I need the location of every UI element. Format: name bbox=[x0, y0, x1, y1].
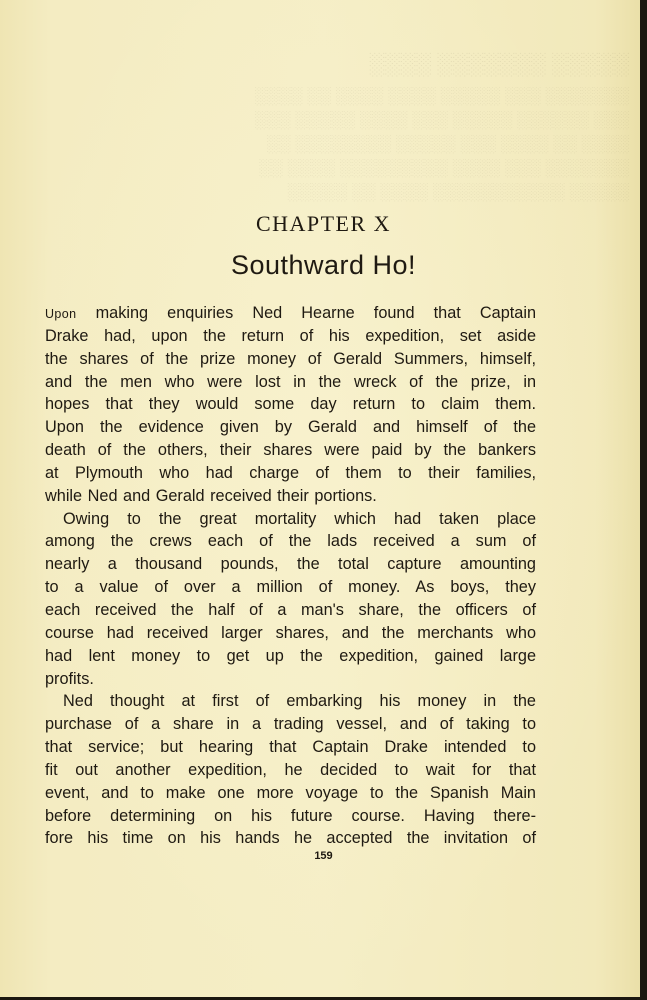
text-line: hopes that they would some day return to claim them. bbox=[45, 395, 536, 414]
chapter-title: Southward Ho! bbox=[230, 250, 417, 280]
text-line: while Ned and Gerald received their portions. bbox=[45, 486, 377, 505]
page-number: 159 bbox=[314, 850, 333, 862]
text-line: event, and to make one more voyage to the Spanish Main bbox=[45, 783, 536, 802]
text-line: purchase of a share in a trading vessel, and of taking to bbox=[45, 715, 536, 734]
text-line: at Plymouth who had charge of them to their families, bbox=[45, 463, 536, 482]
text-line: each received the half of a man's share, the officers of bbox=[45, 600, 536, 619]
text-line: Ned thought at first of embarking his money in the bbox=[63, 692, 536, 711]
text-line: and the men who were lost in the wreck of the prize, in bbox=[45, 372, 536, 391]
text-line: before determining on his future course. Having there- bbox=[45, 806, 536, 825]
text-line: that service; but hearing that Captain Drake intended to bbox=[45, 738, 536, 757]
text-line: nearly a thousand pounds, the total capture amounting bbox=[45, 555, 536, 574]
text-line: death of the others, their shares were paid by the bankers bbox=[45, 441, 536, 460]
bleed-through-text: ░░░░░ ░░░░░░░ ░░░░ ░░░░░░░ ░░░ ░░░░░ ░░░░ ░░░░ ░░ ░░░░ ░░░ ░░░░░░ ░░░░░ ░░░ ░░░░ ░░░░░ ░░░ ░░░░ ░░ ░░░░ ░░░ ░░░░░ ░░░░░░░░ ░░ ░░░░░░░ ░░░ ░░░░ ░░░░░░░░░ ░░░░ ░░ ░░░░░ ░░░░░░░░░░░ ░░░░ ░░ ░░░░░ bbox=[255, 51, 630, 201]
text-line: course had received larger shares, and the merchants who bbox=[45, 623, 536, 642]
text-line: Owing to the great mortality which had taken place bbox=[63, 509, 536, 528]
chapter-heading: CHAPTER X bbox=[255, 211, 392, 236]
text-line: Upon the evidence given by Gerald and himself of the bbox=[45, 418, 536, 437]
body-text bbox=[45, 302, 536, 850]
text-line: fit out another expedition, he decided to wait for that bbox=[45, 760, 536, 779]
text-line: to a value of over a million of money. As boys, they bbox=[45, 578, 536, 597]
text-line: fore his time on his hands he accepted the invitation of bbox=[45, 829, 536, 848]
text-line: the shares of the prize money of Gerald Summers, himself, bbox=[45, 349, 536, 368]
text-line: profits. bbox=[45, 669, 94, 688]
text-line: had lent money to get up the expedition, gained large bbox=[45, 646, 536, 665]
dropcap-word: Upon bbox=[45, 307, 77, 321]
text-line: among the crews each of the lads received a sum of bbox=[45, 532, 536, 551]
text-line: Upon making enquiries Ned Hearne found that Captain bbox=[45, 304, 537, 322]
text-line: Drake had, upon the return of his expedition, set aside bbox=[45, 326, 536, 345]
page-edge-shadow bbox=[640, 0, 647, 1000]
